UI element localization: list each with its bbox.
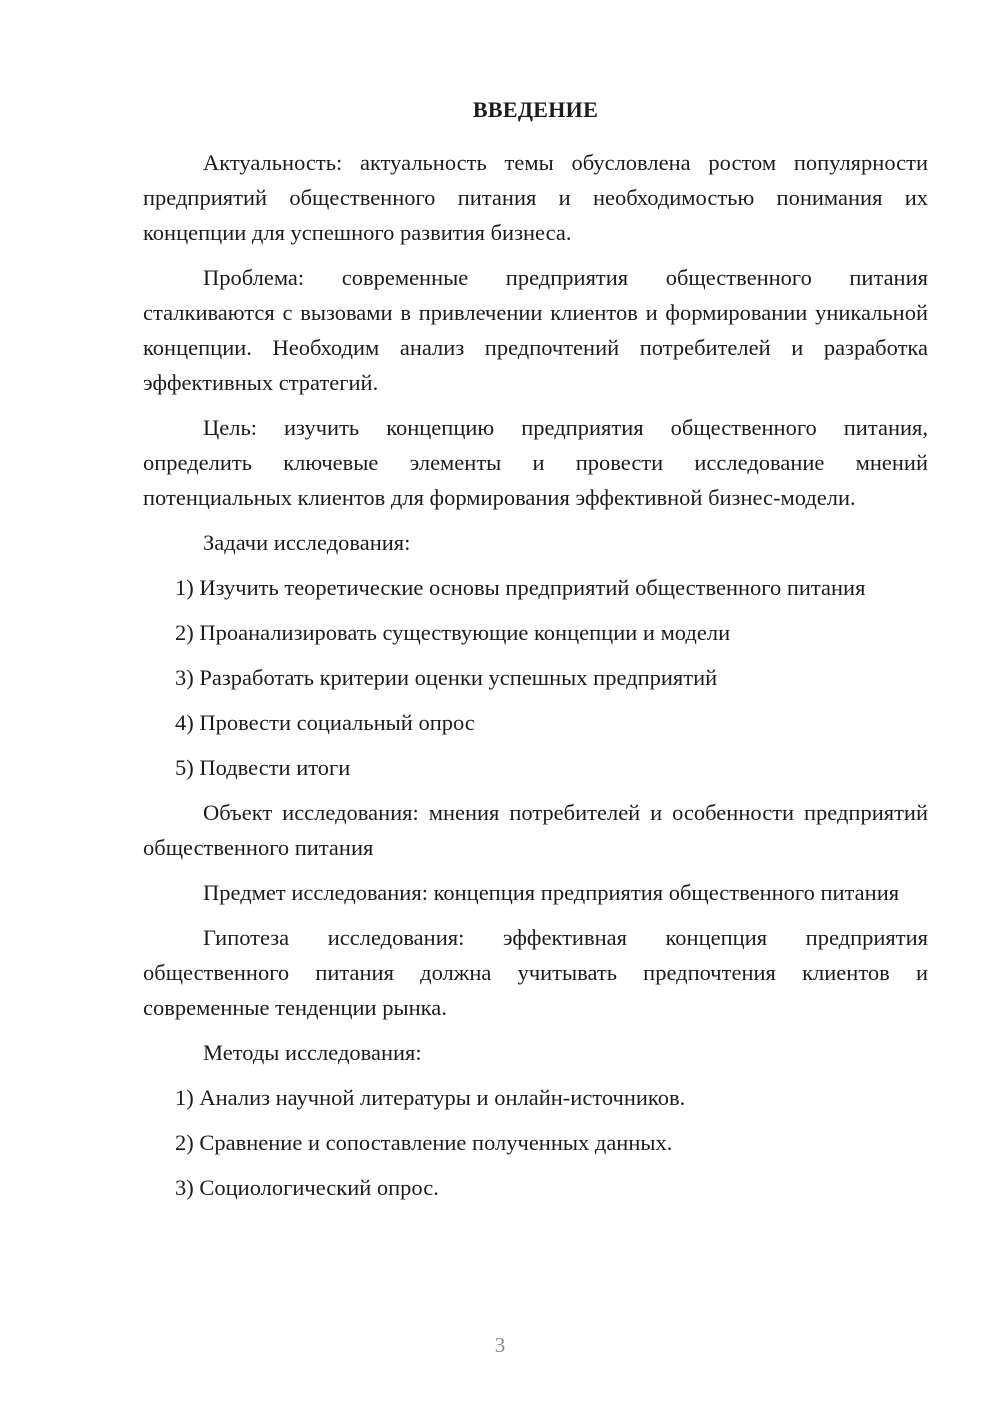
methods-heading: Методы исследования:	[203, 1040, 422, 1065]
task-item: 5) Подвести итоги	[175, 755, 351, 780]
method-item: 1) Анализ научной литературы и онлайн-источников.	[175, 1085, 686, 1110]
task-item: 2) Проанализировать существующие концепции и модели	[175, 620, 731, 645]
paragraph-goal: Цель: изучить концепцию предприятия общественного питания, определить ключевые элементы и провести исследование мнений потенциальных клиентов для формирования эффективной бизнес-модели.	[143, 415, 928, 510]
paragraph-hypothesis: Гипотеза исследования: эффективная концепция предприятия общественного питания должна учитывать предпочтения клиентов и современные тенденции рынка.	[143, 925, 928, 1020]
paragraph-object: Объект исследования: мнения потребителей и особенности предприятий общественного питания	[143, 800, 928, 860]
task-item: 4) Провести социальный опрос	[175, 710, 475, 735]
methods-list	[143, 1080, 928, 1205]
tasks-list	[143, 570, 928, 785]
paragraph-relevance: Актуальность: актуальность темы обусловлена ростом популярности предприятий общественного питания и необходимостью понимания их концепции для успешного развития бизнеса.	[143, 150, 928, 245]
paragraph-subject: Предмет исследования: концепция предприятия общественного питания	[203, 880, 900, 905]
paragraph-problem: Проблема: современные предприятия общественного питания сталкиваются с вызовами в привлечении клиентов и формировании уникальной концепции. Необходим анализ предпочтений потребителей и разработка эффективных стратегий.	[143, 265, 928, 395]
tasks-heading: Задачи исследования:	[203, 530, 411, 555]
method-item: 3) Социологический опрос.	[175, 1175, 439, 1200]
method-item: 2) Сравнение и сопоставление полученных данных.	[175, 1130, 673, 1155]
section-title: ВВЕДЕНИЕ	[472, 97, 599, 122]
task-item: 3) Разработать критерии оценки успешных предприятий	[175, 665, 718, 690]
page-number: 3	[494, 1333, 506, 1357]
document-body	[143, 92, 928, 1215]
task-item: 1) Изучить теоретические основы предприятий общественного питания	[175, 575, 866, 600]
